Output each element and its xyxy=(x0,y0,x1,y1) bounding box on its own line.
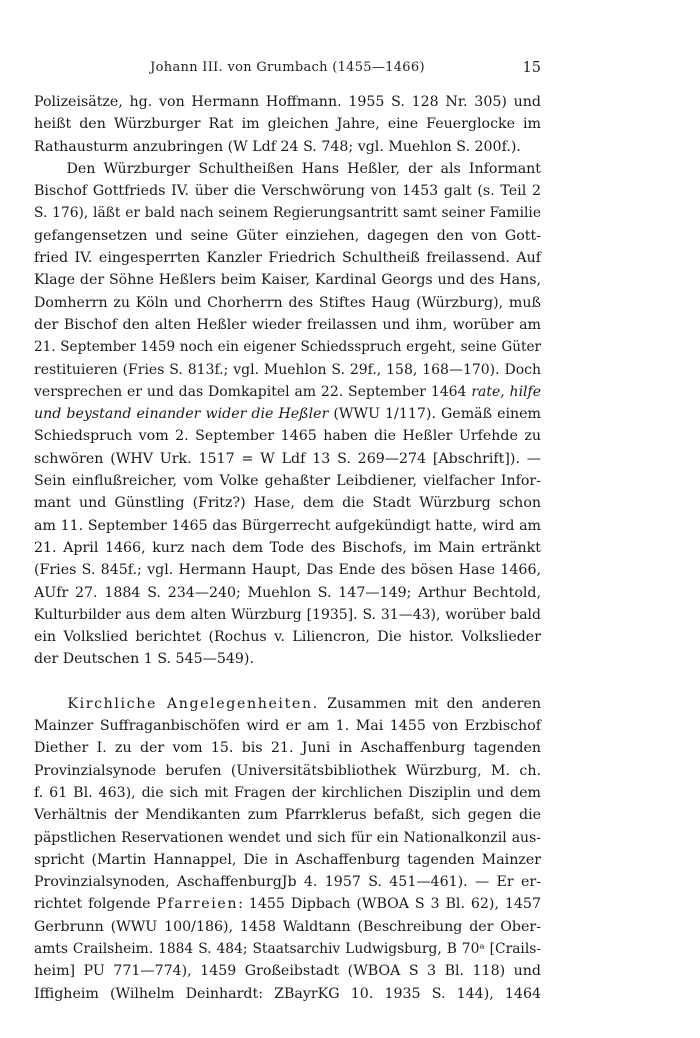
text-line: heim] PU 771—774), 1459 Großeibstadt (WBOA S 3 Bl. 118) und xyxy=(34,963,541,980)
body-text xyxy=(34,91,541,1005)
running-title: Johann III. von Grumbach (1455—1466) xyxy=(150,60,425,75)
page-header xyxy=(34,60,541,80)
paragraph-gap xyxy=(34,671,541,693)
text-line: päpstlichen Reservationen wendet und sich für ein Nationalkonzil aus- xyxy=(34,829,541,846)
quote-italic: und beystand einander wider die Heßler xyxy=(34,406,329,423)
text-line: gefangensetzen und seine Güter einziehen, dagegen den von Gott- xyxy=(34,227,541,244)
text-line: versprechen er und das Domkapitel am 22. September 1464 rate, hilfe xyxy=(34,383,541,400)
text-line: Kirchliche Angelegenheiten. Zusammen mit den anderen xyxy=(67,695,541,712)
text-line: mant und Günstling (Fritz?) Hase, dem die Stadt Würzburg schon xyxy=(34,495,541,512)
text-line: Gerbrunn (WWU 100/186), 1458 Waldtann (Beschreibung der Ober- xyxy=(34,918,541,935)
text-line: 21. April 1466, kurz nach dem Tode des Bischofs, im Main ertränkt xyxy=(34,539,541,556)
text-line: Diether I. zu der vom 15. bis 21. Juni in Aschaffenburg tagenden xyxy=(34,740,541,757)
text-line: schwören (WHV Urk. 1517 = W Ldf 13 S. 269—274 [Abschrift]). — xyxy=(34,450,541,467)
text-line: am 11. September 1465 das Bürgerrecht aufgekündigt hatte, wird am xyxy=(34,517,541,534)
text-line: Bischof Gottfrieds IV. über die Verschwörung von 1453 galt (s. Teil 2 xyxy=(34,183,541,200)
text-line: richtet folgende Pfarreien: 1455 Dipbach (WBOA S 3 Bl. 62), 1457 xyxy=(34,896,541,913)
text-line: der Deutschen 1 S. 545—549). xyxy=(34,651,254,668)
text-line: 21. September 1459 noch ein eigener Schiedsspruch ergeht, seine Güter xyxy=(34,339,541,356)
text-line: AUfr 27. 1884 S. 234—240; Muehlon S. 147—149; Arthur Bechtold, xyxy=(34,584,541,601)
text-line: f. 61 Bl. 463), die sich mit Fragen der kirchlichen Disziplin und dem xyxy=(34,784,541,801)
text-line: ein Volkslied berichtet (Rochus v. Liliencron, Die histor. Volkslieder xyxy=(34,629,541,646)
pfarreien-term: Pfarreien xyxy=(156,896,239,913)
text-line: spricht (Martin Hannappel, Die in Aschaffenburg tagenden Mainzer xyxy=(34,851,541,868)
text-line: Provinzialsynoden, AschaffenburgJb 4. 1957 S. 451—461). — Er er- xyxy=(34,874,541,891)
text-line: Provinzialsynode berufen (Universitätsbibliothek Würzburg, M. ch. xyxy=(34,762,541,779)
text-line: heißt den Würzburger Rat im gleichen Jahre, eine Feuerglocke im xyxy=(34,116,541,133)
text-line: Verhältnis der Mendikanten zum Pfarrklerus befaßt, sich gegen die xyxy=(34,807,541,824)
text-line: restituieren (Fries S. 813f.; vgl. Muehlon S. 29f., 158, 168—170). Doch xyxy=(34,361,541,378)
text-line: Rathausturm anzubringen (W Ldf 24 S. 748; vgl. Muehlon S. 200f.). xyxy=(34,138,521,155)
text-line: Iffigheim (Wilhelm Deinhardt: ZBayrKG 10. 1935 S. 144), 1464 xyxy=(34,985,541,1002)
text-line: S. 176), läßt er bald nach seinem Regierungsantritt samt seiner Familie xyxy=(34,205,541,222)
text-line: Klage der Söhne Heßlers beim Kaiser, Kardinal Georgs und des Hans, xyxy=(34,272,541,289)
text-line: amts Crailsheim. 1884 S. 484; Staatsarchiv Ludwigsburg, B 70ᵃ [Crails- xyxy=(34,940,541,957)
text-line: Domherrn zu Köln und Chorherrn des Stiftes Haug (Würzburg), muß xyxy=(34,294,541,311)
text-line: Schiedspruch vom 2. September 1465 haben die Heßler Urfehde zu xyxy=(34,428,541,445)
text-line: der Bischof den alten Heßler wieder freilassen und ihm, worüber am xyxy=(34,316,541,333)
text-line: Den Würzburger Schultheißen Hans Heßler, der als Informant xyxy=(66,160,541,177)
text-line: (Fries S. 845f.; vgl. Hermann Haupt, Das Ende des bösen Hase 1466, xyxy=(34,562,541,579)
text-line: fried IV. eingesperrten Kanzler Friedrich Schultheiß freilassend. Auf xyxy=(34,250,541,267)
text-line: Polizeisätze, hg. von Hermann Hoffmann. 1955 S. 128 Nr. 305) und xyxy=(34,94,541,110)
text-line: Sein einflußreicher, vom Volke gehaßter Leibdiener, vielfacher Infor- xyxy=(34,473,541,490)
quote-italic: rate, hilfe xyxy=(471,383,541,400)
text-line: und beystand einander wider die Heßler (WWU 1/117). Gemäß einem xyxy=(34,406,542,423)
section-heading: Kirchliche Angelegenheiten. xyxy=(67,695,319,712)
page-number: 15 xyxy=(522,60,541,76)
text-line: Mainzer Suffraganbischöfen wird er am 1. Mai 1455 von Erzbischof xyxy=(34,718,541,735)
text-line: Kulturbilder aus dem alten Würzburg [1935]. S. 31—43), worüber bald xyxy=(34,606,541,623)
